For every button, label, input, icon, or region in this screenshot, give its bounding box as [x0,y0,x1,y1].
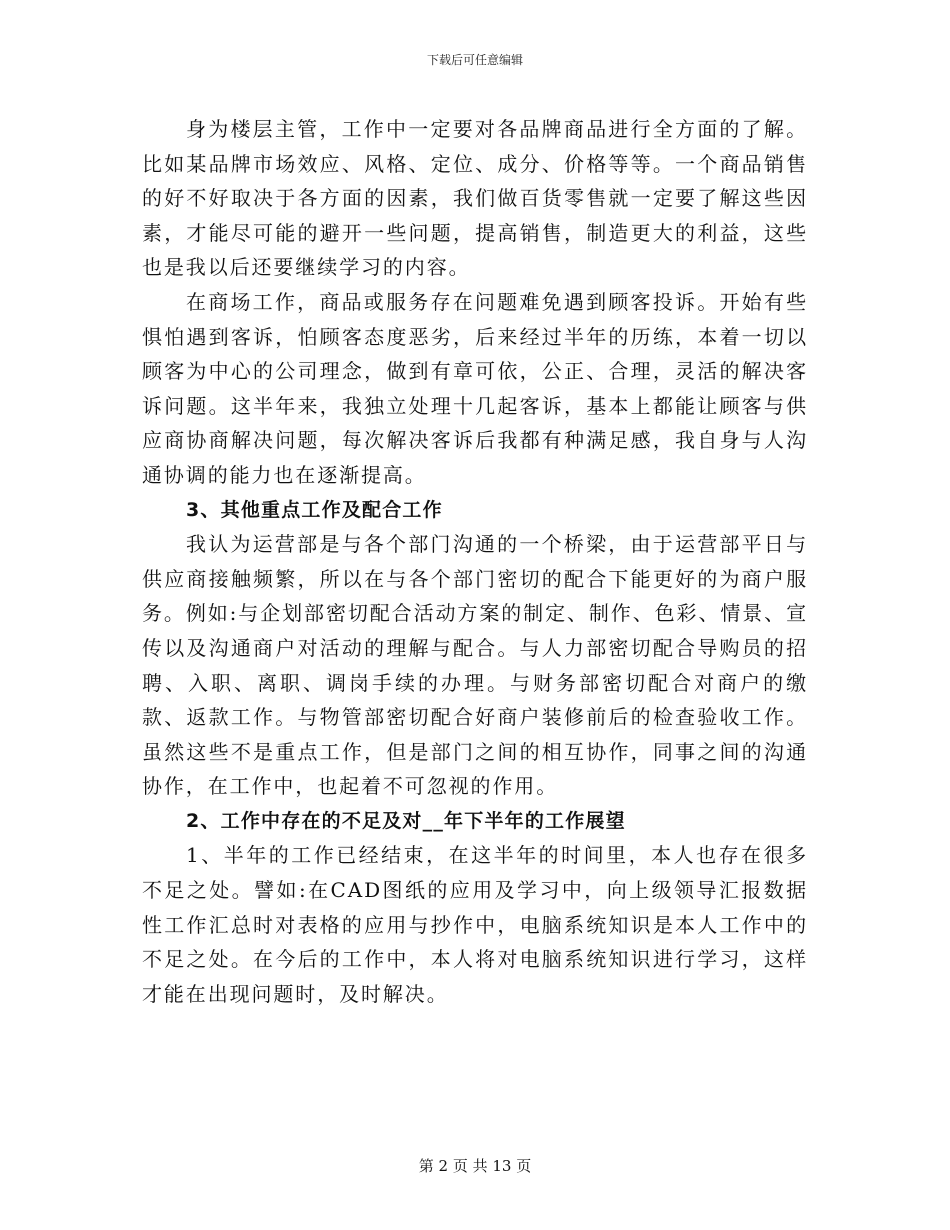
paragraph-customer-complaints: 在商场工作，商品或服务存在问题难免遇到顾客投诉。开始有些惧怕遇到客诉，怕顾客态度恶劣，后来经过半年的历练，本着一切以顾客为中心的公司理念，做到有章可依，公正、合理，灵活的解决客诉问题。这半年来，我独立处理十几起客诉，基本上都能让顾客与供应商协商解决问题，每次解决客诉后我都有种满足感，我自身与人沟通协调的能力也在逐渐提高。 [142,289,808,487]
page-number: 第 2 页 共 13 页 [418,1157,532,1175]
section-heading-shortcomings-outlook: 2、工作中存在的不足及对__年下半年的工作展望 [186,809,626,832]
paragraph-department-cooperation: 我认为运营部是与各个部门沟通的一个桥梁，由于运营部平日与供应商接触频繁，所以在与各个部门密切的配合下能更好的为商户服务。例如:与企划部密切配合活动方案的制定、制作、色彩、情景、宣传以及沟通商户对活动的理解与配合。与人力部密切配合导购员的招聘、入职、离职、调岗手续的办理。与财务部密切配合对商户的缴款、返款工作。与物管部密切配合好商户装修前后的检查验收工作。虽然这些不是重点工作，但是部门之间的相互协作，同事之间的沟通协作，在工作中，也起着不可忽视的作用。 [142,532,808,799]
paragraph-brand-knowledge: 身为楼层主管，工作中一定要对各品牌商品进行全方面的了解。比如某品牌市场效应、风格、定位、成分、价格等等。一个商品销售的好不好取决于各方面的因素，我们做百货零售就一定要了解这些因素，才能尽可能的避开一些问题，提高销售，制造更大的利益，这些也是我以后还要继续学习的内容。 [142,117,808,280]
paragraph-shortcomings: 1、半年的工作已经结束，在这半年的时间里，本人也存在很多不足之处。譬如:在CAD图纸的应用及学习中，向上级领导汇报数据性工作汇总时对表格的应用与抄作中，电脑系统知识是本人工作中的不足之处。在今后的工作中，本人将对电脑系统知识进行学习，这样才能在出现问题时，及时解决。 [142,843,808,1006]
section-heading-other-work: 3、其他重点工作及配合工作 [186,498,443,521]
document-body [142,112,808,1011]
page-header: 下载后可任意编辑 [426,53,523,67]
